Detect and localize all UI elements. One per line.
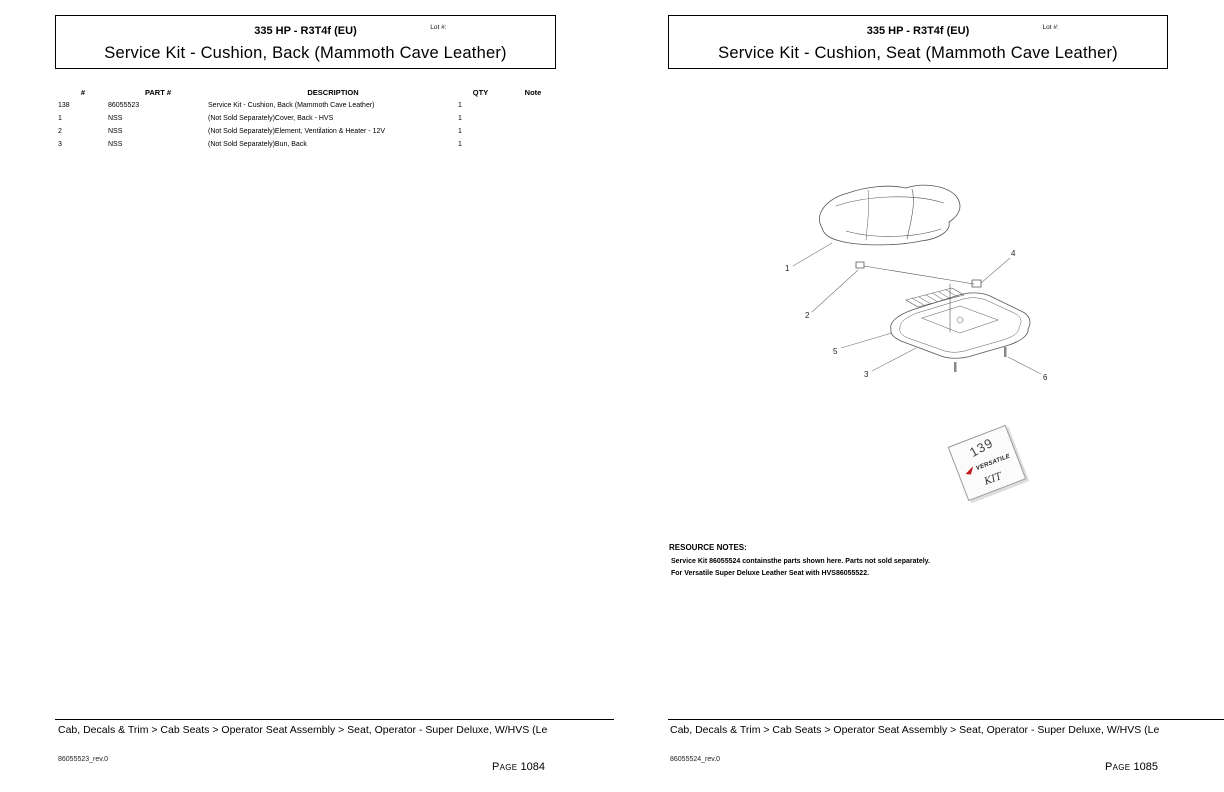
cell-description: (Not Sold Separately)Bun, Back [208, 141, 307, 148]
lot-label: Lot #: [1042, 24, 1059, 31]
footer-divider [55, 719, 614, 720]
kit-caption: KIT [982, 470, 1004, 488]
page-number [492, 761, 545, 773]
col-header-num: # [80, 88, 86, 97]
kit-number: 139 [966, 435, 996, 461]
col-header-description: DESCRIPTION [307, 88, 359, 97]
model-title: 335 HP - R3T4f (EU) [866, 25, 970, 37]
cell-part: NSS [108, 128, 123, 135]
revision-label: 86055523_rev.0 [58, 756, 109, 763]
table-row [58, 112, 566, 125]
page-title: Service Kit - Cushion, Seat (Mammoth Cave Leather) [718, 44, 1118, 62]
callout-1: 1 [785, 264, 790, 273]
page-number [1105, 761, 1158, 773]
cell-num: 2 [58, 128, 62, 135]
breadcrumb: Cab, Decals & Trim > Cab Seats > Operator Seat Assembly > Seat, Operator - Super Deluxe, W/HVS (Le [670, 724, 1160, 736]
page-number-value: 1084 [520, 761, 545, 773]
callout-5: 5 [833, 347, 838, 356]
cell-num: 1 [58, 115, 62, 122]
col-header-note: Note [524, 88, 542, 97]
breadcrumb: Cab, Decals & Trim > Cab Seats > Operator Seat Assembly > Seat, Operator - Super Deluxe, W/HVS (Le [58, 724, 548, 736]
page-number-label: Page [1105, 761, 1131, 773]
callout-4: 4 [1011, 249, 1016, 258]
col-header-part: PART # [144, 88, 172, 97]
cell-num: 138 [58, 102, 70, 109]
cell-part: NSS [108, 141, 123, 148]
cell-description: (Not Sold Separately)Element, Ventilation & Heater - 12V [208, 128, 386, 135]
left-page-header [55, 15, 556, 69]
table-header-row [58, 86, 566, 99]
exploded-view-diagram [660, 0, 1224, 792]
revision-label: 86055524_rev.0 [670, 756, 721, 763]
table-row [58, 99, 566, 112]
callout-6: 6 [1043, 373, 1048, 382]
page-number-value: 1085 [1133, 761, 1158, 773]
heater-element-drawing [906, 288, 964, 307]
model-title: 335 HP - R3T4f (EU) [254, 25, 357, 37]
callout-2: 2 [805, 311, 810, 320]
page-title: Service Kit - Cushion, Back (Mammoth Cave Leather) [104, 44, 507, 62]
seat-pan-drawing [891, 293, 1030, 358]
cell-part: NSS [108, 115, 123, 122]
pin-drawing [954, 362, 957, 372]
pin-drawing [1004, 347, 1007, 357]
cell-qty: 1 [458, 128, 462, 135]
lot-label: Lot #: [430, 24, 447, 31]
kit-brand-row [964, 453, 1011, 477]
resource-notes-heading: RESOURCE NOTES: [669, 543, 747, 552]
model-row [56, 16, 555, 37]
parts-table [58, 86, 566, 151]
versatile-wordmark: VERSATILE [975, 453, 1011, 472]
col-header-qty: QTY [472, 88, 489, 97]
page-right [660, 0, 1224, 792]
seat-cushion-drawing [820, 185, 960, 245]
table-row [58, 138, 566, 151]
wiring-harness-drawing [856, 262, 981, 332]
cell-part: 86055523 [108, 102, 140, 109]
cell-qty: 1 [458, 141, 462, 148]
cell-num: 3 [58, 141, 62, 148]
cell-description: Service Kit - Cushion, Back (Mammoth Cave Leather) [208, 102, 375, 109]
footer-divider [668, 719, 1224, 720]
table-row [58, 125, 566, 138]
cell-description: (Not Sold Separately)Cover, Back - HVS [208, 115, 334, 122]
resource-note-line: For Versatile Super Deluxe Leather Seat with HVS86055522. [671, 570, 870, 577]
cell-qty: 1 [458, 102, 462, 109]
page-number-label: Page [492, 761, 518, 773]
cell-qty: 1 [458, 115, 462, 122]
resource-note-line: Service Kit 86055524 containsthe parts shown here. Parts not sold separately. [671, 558, 930, 565]
resource-notes [669, 543, 930, 580]
versatile-logo-icon [964, 466, 976, 476]
callout-3: 3 [864, 370, 869, 379]
